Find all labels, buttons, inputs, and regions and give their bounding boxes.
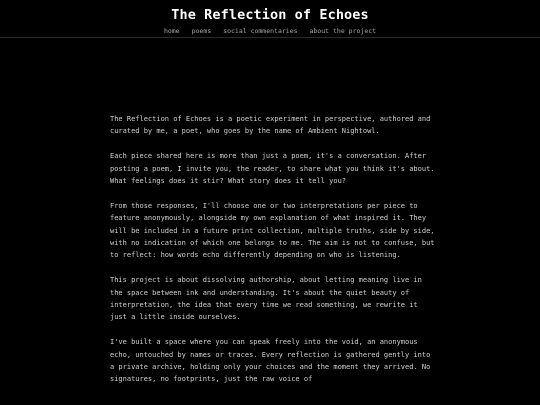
site-header (0, 0, 540, 38)
nav-link-social-commentaries[interactable]: social commentaries (223, 27, 298, 35)
anonymous-space-paragraph: I've built a space where you can speak freely into the void, an anonymous echo, untouched by names or traces. Every reflection is gathered gently into a private archive, holding only your choices and the moment they arrived. No signatures, no footprints, just the raw voice of (110, 338, 431, 384)
intro-paragraph: The Reflection of Echoes is a poetic experiment in perspective, authored and curated by me, a poet, who goes by the name of Ambient Nightowl. (110, 115, 431, 136)
about-content (110, 113, 435, 398)
authorship-paragraph: This project is about dissolving authorship, about letting meaning live in the space between ink and understanding. It's about the quiet beauty of interpretation, the idea that every time we read something, we rewrite it just a little inside ourselves. (110, 276, 422, 322)
nav-link-poems[interactable]: poems (191, 27, 212, 35)
conversation-paragraph: Each piece shared here is more than just a poem, it's a conversation. After posting a poem, I invite you, the reader, to share what you think it's about. What feelings does it stir? What story does it tell you? (110, 152, 435, 186)
interpretations-paragraph: From those responses, I'll choose one or two interpretations per piece to feature anonymously, alongside my own explanation of what inspired it. They will be included in a future print collection, multiple truths, side by side, with no indication of which one belongs to me. The aim is not to confuse, but to reflect: how words echo differently depending on who is listening. (110, 201, 435, 260)
nav-link-about-the-project[interactable]: about the project (309, 27, 377, 35)
nav-link-home[interactable]: home (163, 27, 180, 35)
main-nav (0, 27, 540, 35)
site-title: The Reflection of Echoes (171, 7, 369, 23)
